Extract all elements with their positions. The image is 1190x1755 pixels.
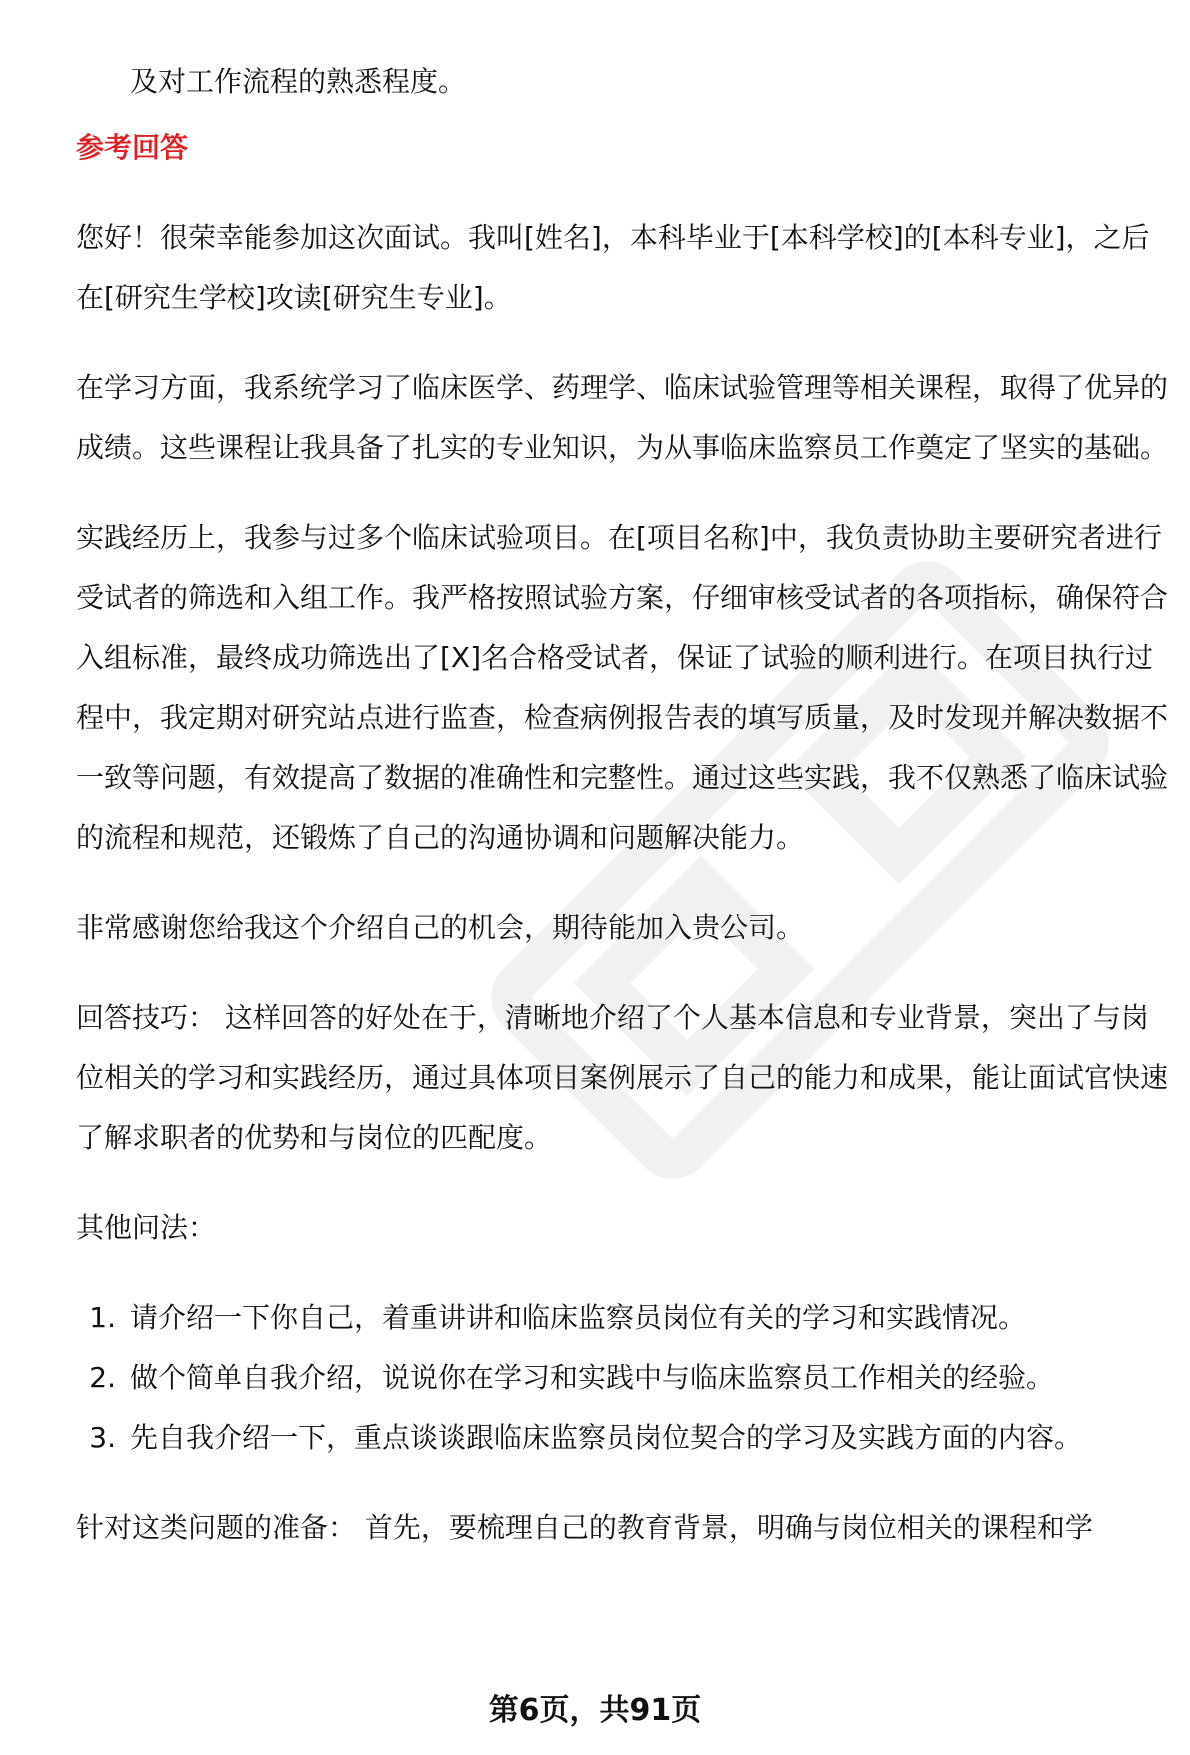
list-item-text: 先自我介绍一下，重点谈谈跟临床监察员岗位契合的学习及实践方面的内容。 bbox=[130, 1421, 1083, 1454]
answer-paragraph: 您好！很荣幸能参加这次面试。我叫[姓名]，本科毕业于[本科学校]的[本科专业]，之后在[研究生学校]攻读[研究生专业]。 bbox=[76, 221, 1150, 314]
continuation-text: 及对工作流程的熟悉程度。 bbox=[130, 65, 467, 98]
answer-tips: 回答技巧： 这样回答的好处在于，清晰地介绍了个人基本信息和专业背景，突出了与岗位相关的学习和实践经历，通过具体项目案例展示了自己的能力和成果，能让面试官快速了解求职者的优势和与岗位的匹配度。 bbox=[76, 1001, 1169, 1154]
document-body bbox=[76, 52, 1170, 1558]
list-item bbox=[76, 1288, 1170, 1348]
answer-paragraph: 实践经历上，我参与过多个临床试验项目。在[项目名称]中，我负责协助主要研究者进行受试者的筛选和入组工作。我严格按照试验方案，仔细审核受试者的各项指标，确保符合入组标准，最终成功筛选出了[X]名合格受试者，保证了试验的顺利进行。在项目执行过程中，我定期对研究站点进行监查，检查病例报告表的填写质量，及时发现并解决数据不一致等问题，有效提高了数据的准确性和完整性。通过这些实践，我不仅熟悉了临床试验的流程和规范，还锻炼了自己的沟通协调和问题解决能力。 bbox=[76, 521, 1169, 854]
answer-paragraph: 非常感谢您给我这个介绍自己的机会，期待能加入贵公司。 bbox=[76, 911, 805, 944]
reference-answer-heading: 参考回答 bbox=[76, 131, 189, 164]
list-item-text: 请介绍一下你自己，着重讲讲和临床监察员岗位有关的学习和实践情况。 bbox=[130, 1301, 1027, 1334]
list-number: 2. bbox=[89, 1361, 116, 1394]
list-item bbox=[76, 1348, 1170, 1408]
list-item bbox=[76, 1408, 1170, 1468]
other-questions-list bbox=[76, 1288, 1170, 1468]
list-number: 1. bbox=[89, 1301, 116, 1334]
list-number: 3. bbox=[89, 1421, 116, 1454]
answer-paragraph: 在学习方面，我系统学习了临床医学、药理学、临床试验管理等相关课程，取得了优异的成绩。这些课程让我具备了扎实的专业知识，为从事临床监察员工作奠定了坚实的基础。 bbox=[76, 371, 1169, 464]
other-questions-label: 其他问法： bbox=[76, 1211, 217, 1244]
list-item-text: 做个简单自我介绍，说说你在学习和实践中与临床监察员工作相关的经验。 bbox=[130, 1361, 1055, 1394]
preparation-text: 针对这类问题的准备： 首先，要梳理自己的教育背景，明确与岗位相关的课程和学 bbox=[76, 1511, 1093, 1544]
page-footer: 第6页，共91页 bbox=[488, 1693, 702, 1728]
